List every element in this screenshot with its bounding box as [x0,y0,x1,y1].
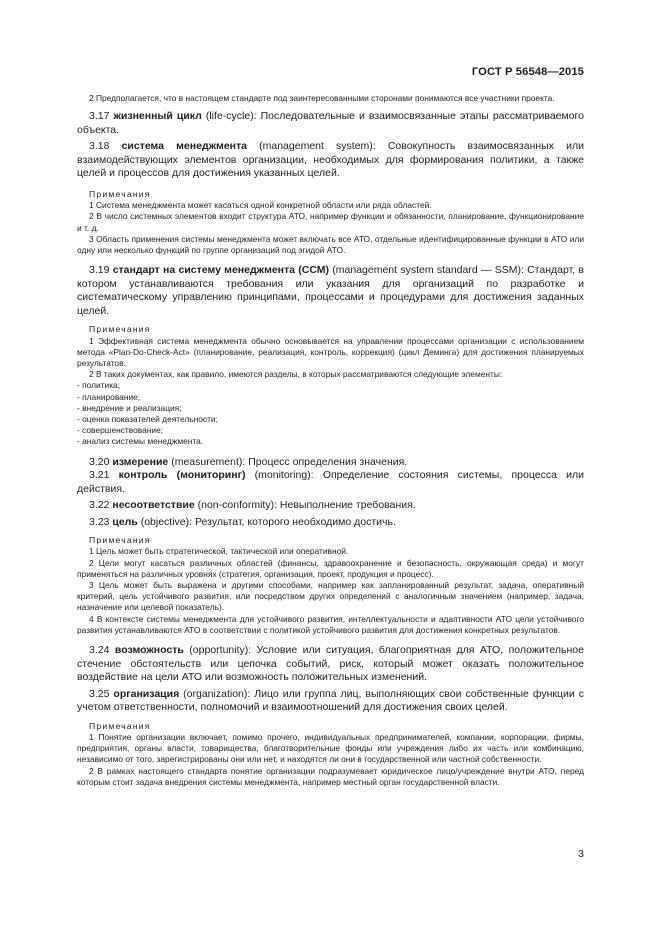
note-item: 1 Цель может быть стратегической, тактической или оперативной. [89,546,349,557]
note-item: 4 В контексте системы менеджмента для устойчивого развития, интеллектуальности и адаптивности АТО цели устойчивого развития устанавливаются АТО в соответствии с политикой устойчивого развития для достижения конкретных результатов. [77,613,584,635]
definition-3-23: 3.23 цель (objective): Результат, которого необходимо достичь. [89,515,396,528]
note-item: 1 Система менеджмента может касаться одной конкретной области или ряда областей. [89,200,432,211]
notes-heading: Примечания [89,535,151,546]
notes-heading: Примечания [89,188,151,199]
definition-3-22: 3.22 несоответствие (non-conformity): Невыполнение требования. [89,499,416,512]
list-item: - совершенствование; [77,425,164,436]
list-item: - планирование; [77,391,141,402]
definition-3-18: 3.18 система менеджмента (management system): Совокупность взаимосвязанных или взаимодействующих элементов организации, необходимых для формирования политики, а также целей и процессов для достижения указанных целей. [77,140,584,180]
document-id: ГОСТ Р 56548—2015 [471,66,584,78]
note-paragraph: 2 Предполагается, что в настоящем стандарте под заинтересованными сторонами понимаются все участники проекта. [89,93,555,103]
definition-3-24: 3.24 возможность (opportunity): Условие или ситуация, благоприятная для АТО, положительное стечение обстоятельств или цепочка событий, риск, который может оказать положительное воздействие на цели АТО или возможность положительных изменений. [77,644,584,684]
note-item: 2 В число системных элементов входит структура АТО, например функции и обязанности, планирование, функционирование и т. д. [77,211,584,233]
page-number: 3 [578,848,584,860]
note-item: 3 Область применения системы менеджмента может включать все АТО, отдельные идентифицированные функции в АТО или одну или несколько функций по группе организаций под эгидой АТО. [77,233,584,255]
list-item: - внедрение и реализация; [77,402,182,413]
page-content [77,91,584,788]
notes-heading: Примечания [89,324,151,335]
definition-3-20: 3.20 измерение (measurement): Процесс определения значения. [89,455,408,468]
list-item: - политика; [77,380,121,391]
note-item: 2 В таких документах, как правило, имеются разделы, в которых рассматриваются следующие элементы: [89,369,503,380]
definition-3-17: 3.17 жизненный цикл (life-cycle): Последовательные и взаимосвязанные этапы рассматриваемого объекта. [77,110,584,136]
term: жизненный цикл [113,110,202,123]
term: организация [113,687,180,700]
list-item: - оценка показателей деятельности; [77,413,218,424]
note-item: 2 В рамках настоящего стандарта понятие организации подразумевает юридическое лицо/учреждение внутри АТО, перед которым стоит задача внедрения системы менеджмента, например местный орган государственной власти. [77,765,584,787]
term: измерение [112,455,169,468]
term: система менеджмента [121,140,247,153]
definition-3-25: 3.25 организация (organization): Лицо или группа лиц, выполняющих свои собственные функции с учетом ответственности, полномочий и взаимоотношений для достижения своих целей. [77,687,584,714]
note-item: 3 Цель может быть выражена и другими способами, например как запланированный результат, задача, оперативный критерий, цель устойчивого развития, или посредством других определений с аналогичным значением (например, задача, назначение или целевой показатель). [77,580,584,613]
note-item: 2 Цели могут касаться различных областей (финансы, здравоохранение и безопасность, окружающая среда) и могут применяться на различных уровнях (стратегия, организация, проект, продукция и процесс). [77,557,584,579]
term: контроль (мониторинг) [118,469,246,482]
definition-3-21: 3.21 контроль (мониторинг) (monitoring): Определение состояния системы, процесса или действия. [77,469,584,495]
definition-3-19: 3.19 стандарт на систему менеджмента (ССМ) (management system standard — SSM): Стандарт, в котором устанавливаются требования или указания для организаций по разработке и систематическому управлению принципами, процессами и процедурами для достижения заданных целей. [77,264,584,317]
term: стандарт на систему менеджмента (ССМ) [112,264,330,277]
list-item: - анализ системы менеджмента. [77,436,204,447]
term: несоответствие [112,499,195,512]
note-item: 1 Понятие организации включает, помимо прочего, индивидуальных предпринимателей, компании, корпорации, фирмы, предприятия, органы власти, товарищества, благотворительные фонды или учреждения либо их часть или комбинацию, независимо от того, зарегистрированы они или нет, и находятся ли они в государственной или частной собственности. [77,732,584,765]
term: цель [112,515,138,528]
term: возможность [114,644,184,657]
notes-heading: Примечания [89,720,151,731]
note-item: 1 Эффективная система менеджмента обычно основывается на управлении процессами организации с использованием метода «Plan-Do-Check-Act» (планирование, реализация, контроль, коррекция) (цикл Деминга) для достижения планируемых результатов. [77,335,584,368]
